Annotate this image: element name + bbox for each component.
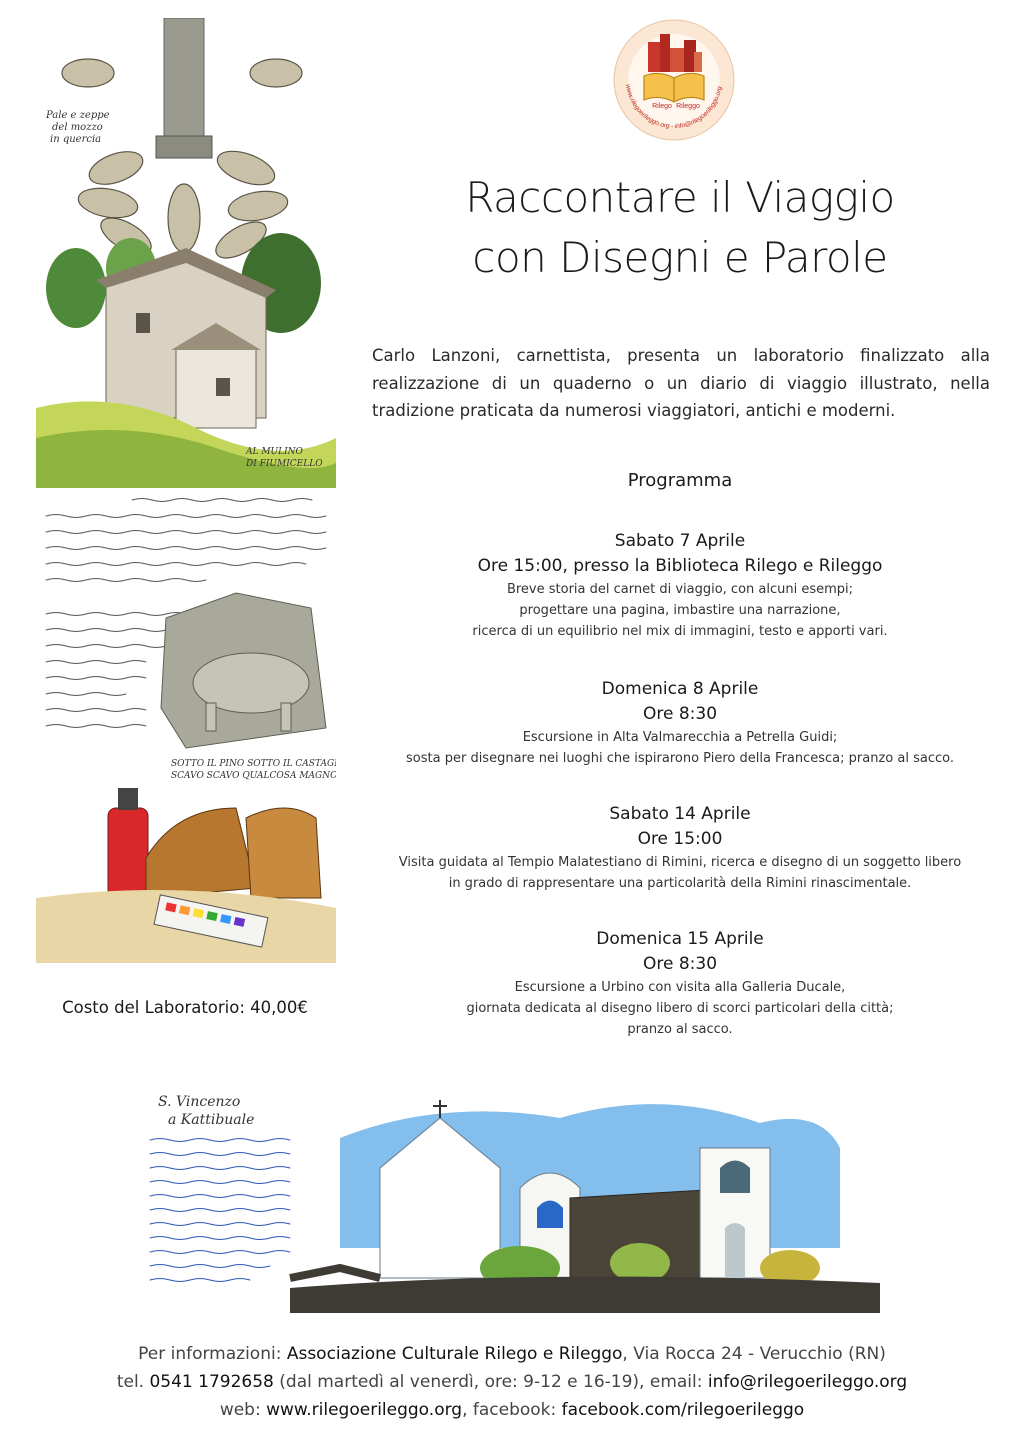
session-4: [360, 927, 1000, 1040]
contact-line-phone: [60, 1368, 964, 1396]
sketch-note-church-1: S. Vincenzo: [158, 1094, 241, 1110]
session-desc-line: Visita guidata al Tempio Malatestiano di Rimini, ricerca e disegno di un soggetto libero: [398, 855, 962, 870]
session-desc-line: ricerca di un equilibrio nel mix di immagini, testo e apporti vari.: [472, 624, 888, 639]
sketch-note-mill-2: DI FIUMICELLO: [246, 459, 323, 469]
session-desc-line: Escursione a Urbino con visita alla Galleria Ducale,: [514, 980, 846, 995]
logo-text-right: Rileggo: [676, 103, 700, 110]
session-desc-line: Escursione in Alta Valmarecchia a Petrella Guidi;: [522, 730, 838, 745]
session-time: Ore 8:30: [642, 704, 718, 724]
email-link[interactable]: info@rilegoerileggo.org: [707, 1372, 908, 1392]
logo-text-left: Rilego: [652, 103, 672, 110]
session-time: Ore 15:00, presso la Biblioteca Rilego e Rileggo: [477, 556, 883, 576]
phone-prefix: tel.: [116, 1372, 150, 1392]
contact-info: [60, 1340, 964, 1424]
address-text: , Via Rocca 24 - Verucchio (RN): [622, 1344, 886, 1364]
title-line-1: Raccontare il Viaggio: [465, 173, 895, 222]
sketch-note-top-3: in quercia: [50, 134, 102, 145]
web-prefix: web:: [219, 1400, 267, 1420]
rilego-logo: [612, 18, 736, 142]
contact-line-web: [60, 1396, 964, 1424]
page-title: [380, 168, 980, 288]
session-2: [360, 677, 1000, 769]
cost-label: Costo del Laboratorio: 40,00€: [62, 998, 308, 1017]
hours-text: (dal martedì al venerdì, ore: 9-12 e 16-19), email:: [273, 1372, 708, 1392]
session-desc-line: Breve storia del carnet di viaggio, con alcuni esempi;: [506, 582, 854, 597]
session-time: Ore 8:30: [642, 954, 718, 974]
facebook-prefix: , facebook:: [462, 1400, 562, 1420]
session-desc-line: progettare una pagina, imbastire una narrazione,: [519, 603, 841, 618]
title-line-2: con Disegni e Parole: [472, 233, 888, 282]
sketch-note-top-1: Pale e zeppe: [46, 110, 110, 121]
intro-paragraph: Carlo Lanzoni, carnettista, presenta un laboratorio finalizzato alla realizzazione di un quaderno o un diario di viaggio illustrato, nella tradizione praticata da numerosi viaggiatori, antichi e moderni.: [372, 346, 990, 420]
session-desc-line: giornata dedicata al disegno libero di scorci particolari della città;: [466, 1001, 894, 1016]
association-name: Associazione Culturale Rilego e Rileggo: [286, 1344, 623, 1364]
sketch-note-mill-1: AL MULINO: [246, 447, 303, 457]
contact-prefix: Per informazioni:: [138, 1344, 287, 1364]
facebook-link[interactable]: facebook.com/rilegoerileggo: [561, 1400, 805, 1420]
church-sketch-illustration: [140, 1078, 920, 1323]
sketch-note-stone-2: SCAVO SCAVO QUALCOSA MAGNO: [171, 771, 336, 781]
session-desc-line: sosta per disegnare nei luoghi che ispirarono Piero della Francesca; pranzo al sacco.: [406, 751, 954, 766]
session-desc-line: pranzo al sacco.: [627, 1022, 733, 1037]
session-desc-line: in grado di rappresentare una particolarità della Rimini rinascimentale.: [448, 876, 912, 891]
phone-number: 0541 1792658: [149, 1372, 274, 1392]
session-day: Domenica 8 Aprile: [601, 679, 759, 699]
sketch-note-church-2: a Kattibuale: [168, 1112, 255, 1128]
mill-sketch-illustration: [36, 18, 336, 963]
session-time: Ore 15:00: [637, 829, 723, 849]
website-link[interactable]: www.rilegoerileggo.org: [266, 1400, 463, 1420]
sketch-note-top-2: del mozzo: [52, 122, 103, 133]
session-day: Sabato 7 Aprile: [614, 531, 746, 551]
sketch-note-stone-1: SOTTO IL PINO SOTTO IL CASTAGNO: [171, 759, 336, 769]
session-day: Sabato 14 Aprile: [609, 804, 751, 824]
logo-ring-text: www.rilegoerileggo.org - info@rilegoerileggo.org: [624, 83, 724, 131]
session-1: [360, 529, 1000, 642]
session-3: [360, 802, 1000, 894]
contact-line-address: [60, 1340, 964, 1368]
session-day: Domenica 15 Aprile: [596, 929, 764, 949]
programma-heading: Programma: [627, 470, 733, 491]
